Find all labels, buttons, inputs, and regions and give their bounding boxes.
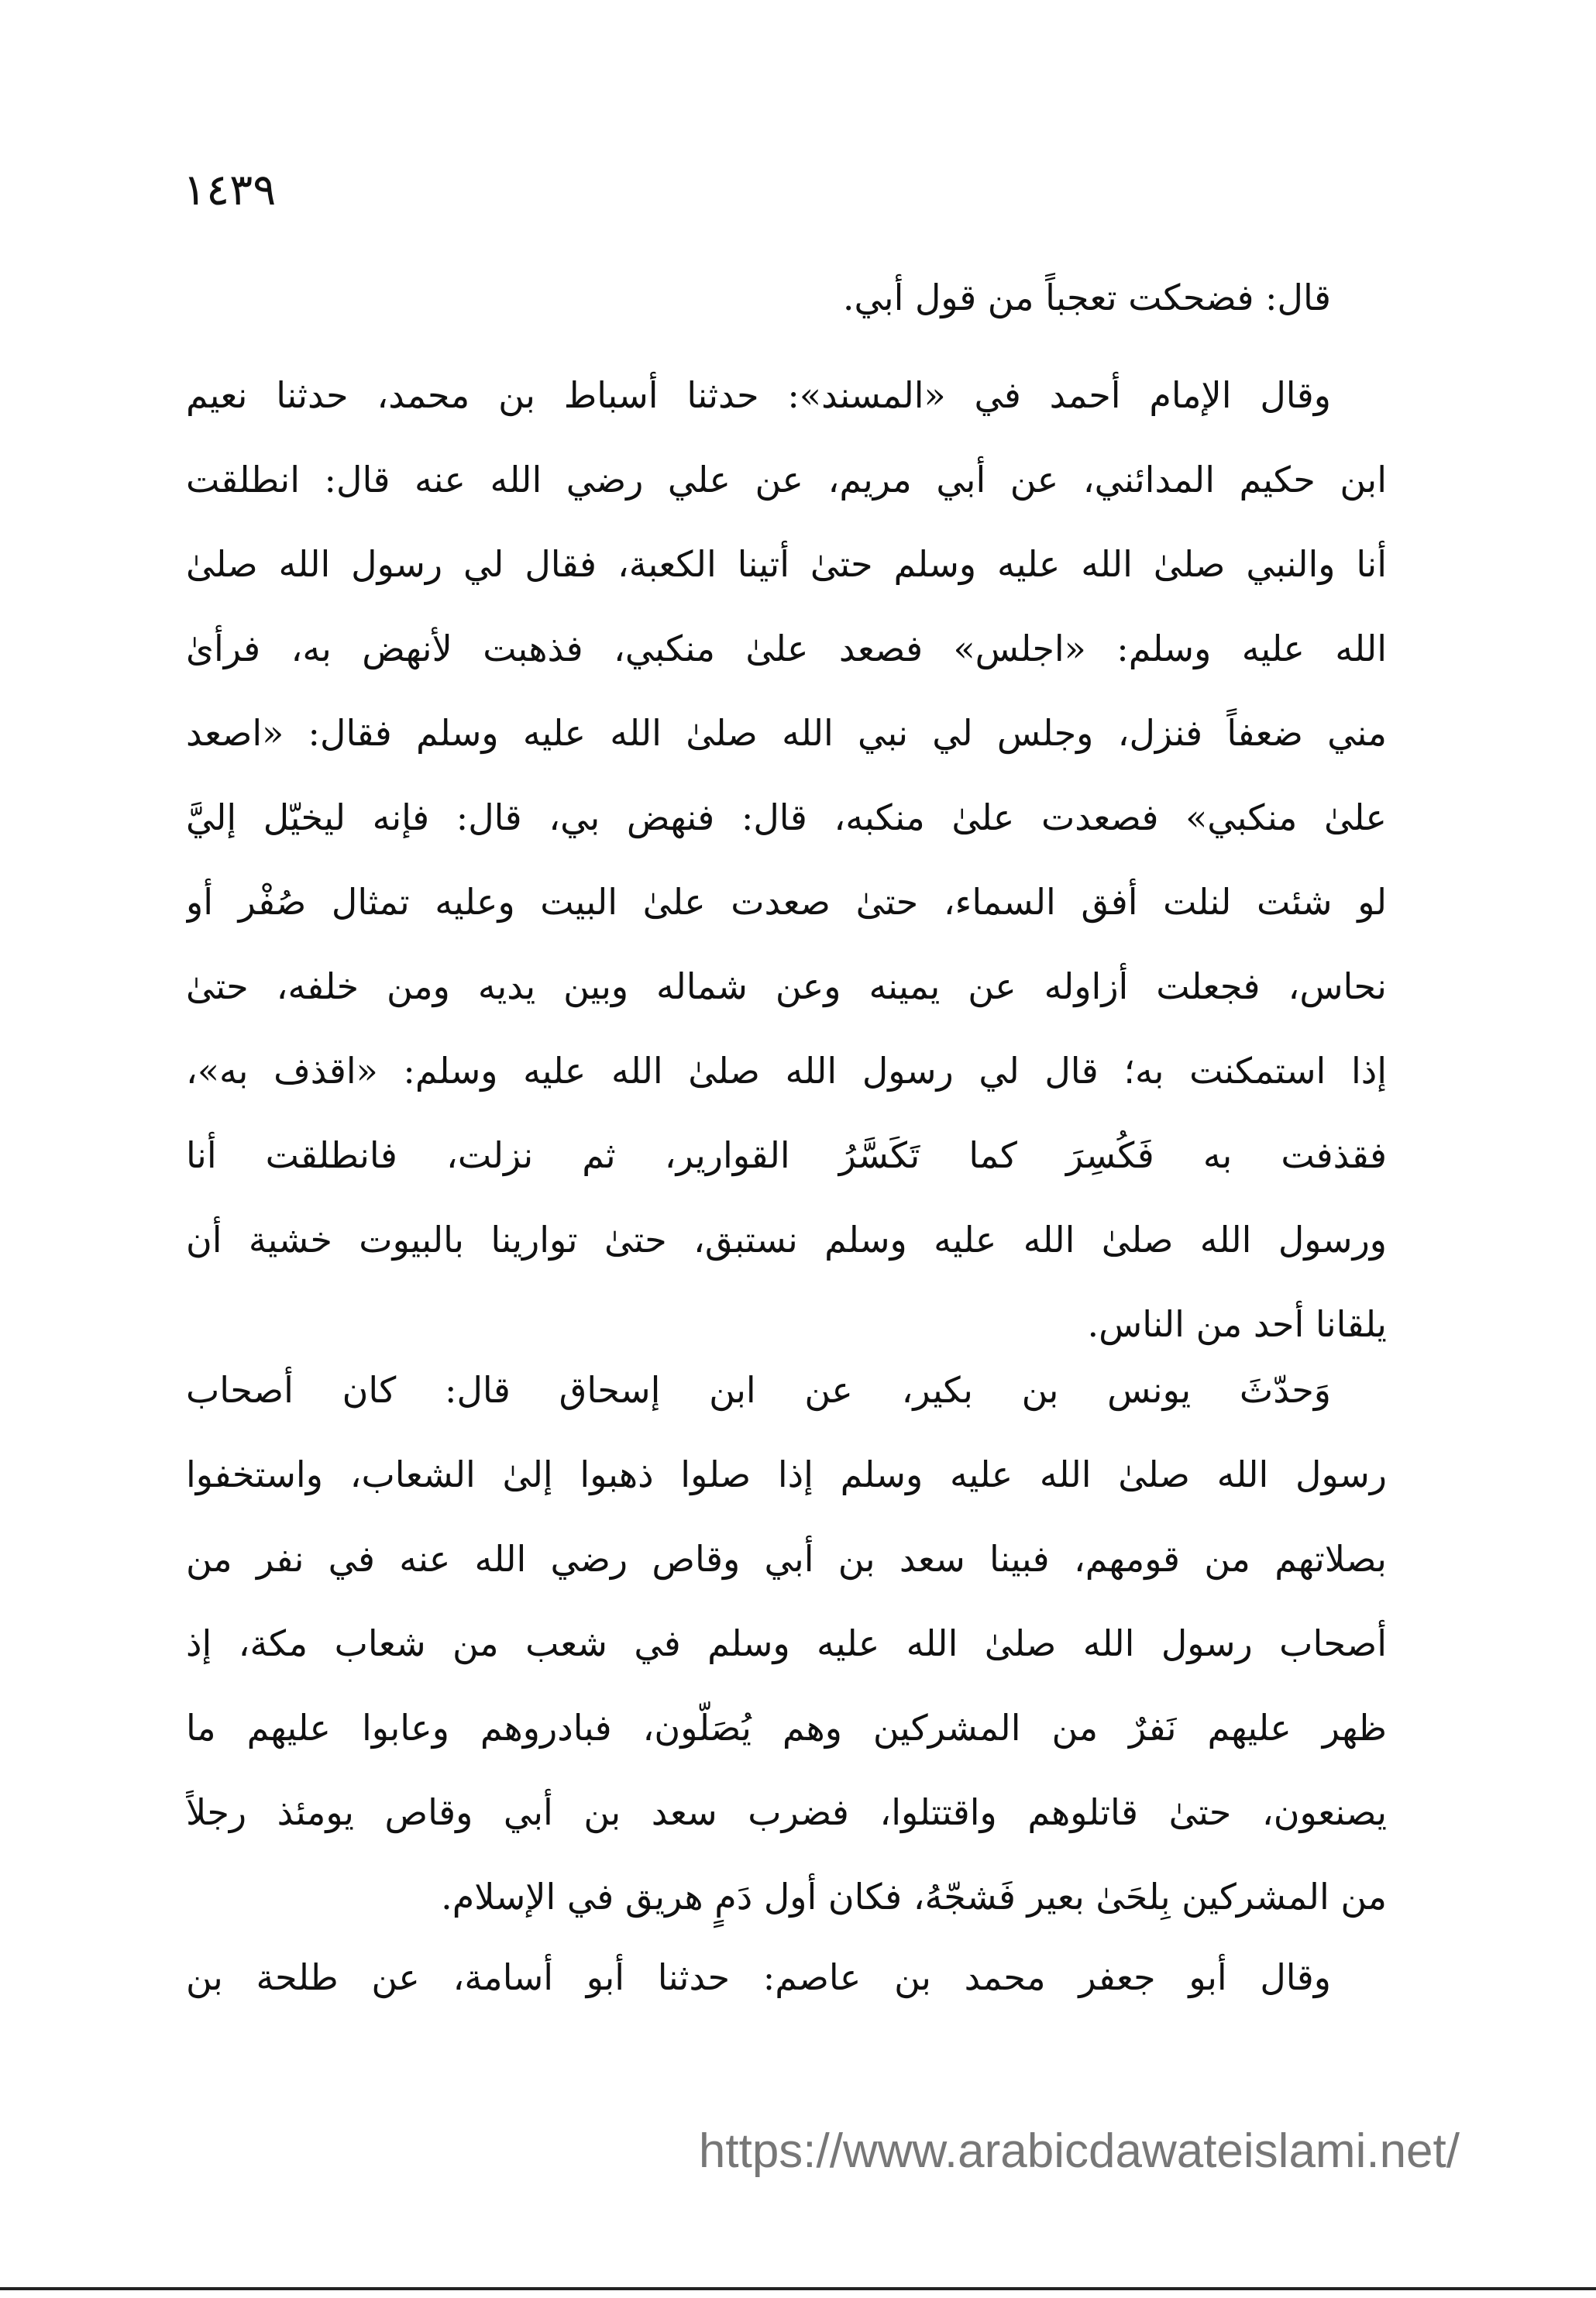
text-line: الله عليه وسلم: «اجلس» فصعد علىٰ منكبي، فذهبت لأنهض به، فرأىٰ — [186, 628, 1387, 669]
text-line: ورسول الله صلىٰ الله عليه وسلم نستبق، حتىٰ توارينا بالبيوت خشية أن — [186, 1219, 1387, 1261]
page-number: ١٤٣٩ — [183, 165, 277, 215]
paragraph-3 — [186, 1348, 1387, 1939]
bottom-rule — [0, 2287, 1596, 2290]
text-line: يصنعون، حتىٰ قاتلوهم واقتتلوا، فضرب سعد بن أبي وقاص يومئذ رجلاً — [186, 1791, 1387, 1833]
text-line: يلقانا أحد من الناس. — [1087, 1303, 1387, 1345]
text-line: وقال أبو جعفر محمد بن عاصم: حدثنا أبو أسامة، عن طلحة بن — [186, 1956, 1331, 1998]
paragraph-2 — [186, 353, 1387, 1367]
text-line: من المشركين بِلحَىٰ بعير فَشجّهُ، فكان أول دَمٍ هريق في الإسلام. — [441, 1876, 1387, 1918]
source-url: https://www.arabicdawateislami.net/ — [698, 2124, 1460, 2178]
text-line: ابن حكيم المدائني، عن أبي مريم، عن علي رضي الله عنه قال: انطلقت — [186, 459, 1387, 501]
paragraph-4 — [186, 1935, 1387, 2020]
text-line: بصلاتهم من قومهم، فبينا سعد بن أبي وقاص رضي الله عنه في نفر من — [186, 1538, 1387, 1580]
text-line: نحاس، فجعلت أزاوله عن يمينه وعن شماله وبين يديه ومن خلفه، حتىٰ — [186, 965, 1387, 1007]
text-line: رسول الله صلىٰ الله عليه وسلم إذا صلوا ذهبوا إلىٰ الشعاب، واستخفوا — [186, 1453, 1387, 1495]
text-line: علىٰ منكبي» فصعدت علىٰ منكبه، قال: فنهض بي، قال: فإنه ليخيّل إليَّ — [186, 796, 1387, 838]
text-line: وَحدّثَ يونس بن بكير، عن ابن إسحاق قال: كان أصحاب — [186, 1369, 1331, 1411]
text-line: وقال الإمام أحمد في «المسند»: حدثنا أسباط بن محمد، حدثنا نعيم — [186, 374, 1331, 416]
text-line: أنا والنبي صلىٰ الله عليه وسلم حتىٰ أتينا الكعبة، فقال لي رسول الله صلىٰ — [186, 543, 1387, 585]
text-line: أصحاب رسول الله صلىٰ الله عليه وسلم في شعب من شعاب مكة، إذ — [186, 1622, 1387, 1664]
text-line: لو شئت لنلت أفق السماء، حتىٰ صعدت علىٰ البيت وعليه تمثال صُفْر أو — [186, 881, 1387, 923]
text-line: مني ضعفاً فنزل، وجلس لي نبي الله صلىٰ الله عليه وسلم فقال: «اصعد — [186, 712, 1387, 754]
text-line: قال: فضحكت تعجباً من قول أبي. — [842, 277, 1331, 318]
text-line: ظهر عليهم نَفرٌ من المشركين وهم يُصَلّون، فبادروهم وعابوا عليهم ما — [186, 1707, 1387, 1749]
text-line: إذا استمكنت به؛ قال لي رسول الله صلىٰ الله عليه وسلم: «اقذف به»، — [186, 1050, 1387, 1092]
paragraph-1 — [186, 256, 1387, 340]
text-line: فقذفت به فَكُسِرَ كما تَكَسَّرُ القوارير، ثم نزلت، فانطلقت أنا — [186, 1134, 1387, 1176]
